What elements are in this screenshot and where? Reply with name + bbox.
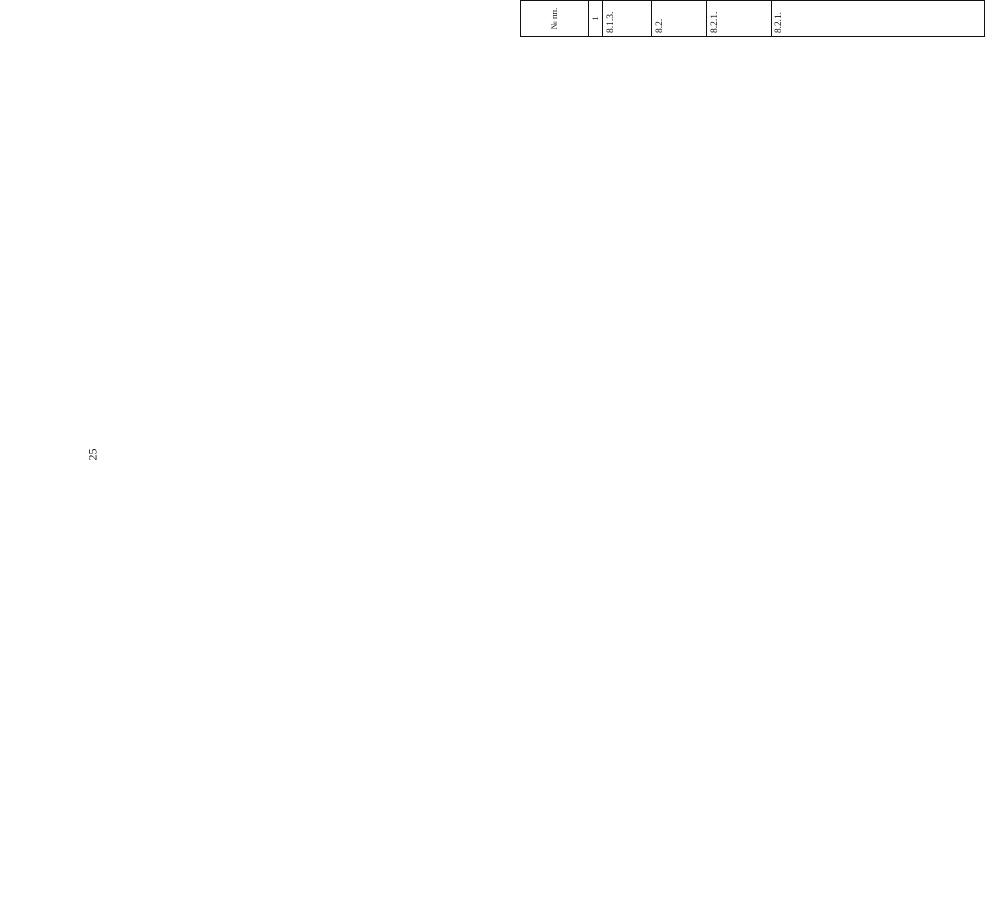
column-number: 1 <box>588 1 602 37</box>
measure-name <box>771 0 985 1</box>
row-number: 8.1.3. <box>602 1 651 37</box>
measure-name <box>706 0 771 1</box>
measure-name <box>602 0 651 1</box>
table-row <box>602 0 651 37</box>
column-number <box>588 0 602 1</box>
rotated-table-sheet <box>520 0 920 37</box>
row-number: 8.2.1. <box>771 1 985 37</box>
page-number: 25 <box>85 448 100 461</box>
row-number: 8.2.1. <box>706 1 771 37</box>
row-number: 8.2. <box>651 1 706 37</box>
measure-name <box>651 0 706 1</box>
table-row <box>771 0 985 37</box>
measures-table <box>520 0 985 37</box>
header-num: № пп. <box>521 1 589 37</box>
header-name <box>521 0 589 1</box>
table-row <box>706 0 771 37</box>
table-row <box>651 0 706 37</box>
